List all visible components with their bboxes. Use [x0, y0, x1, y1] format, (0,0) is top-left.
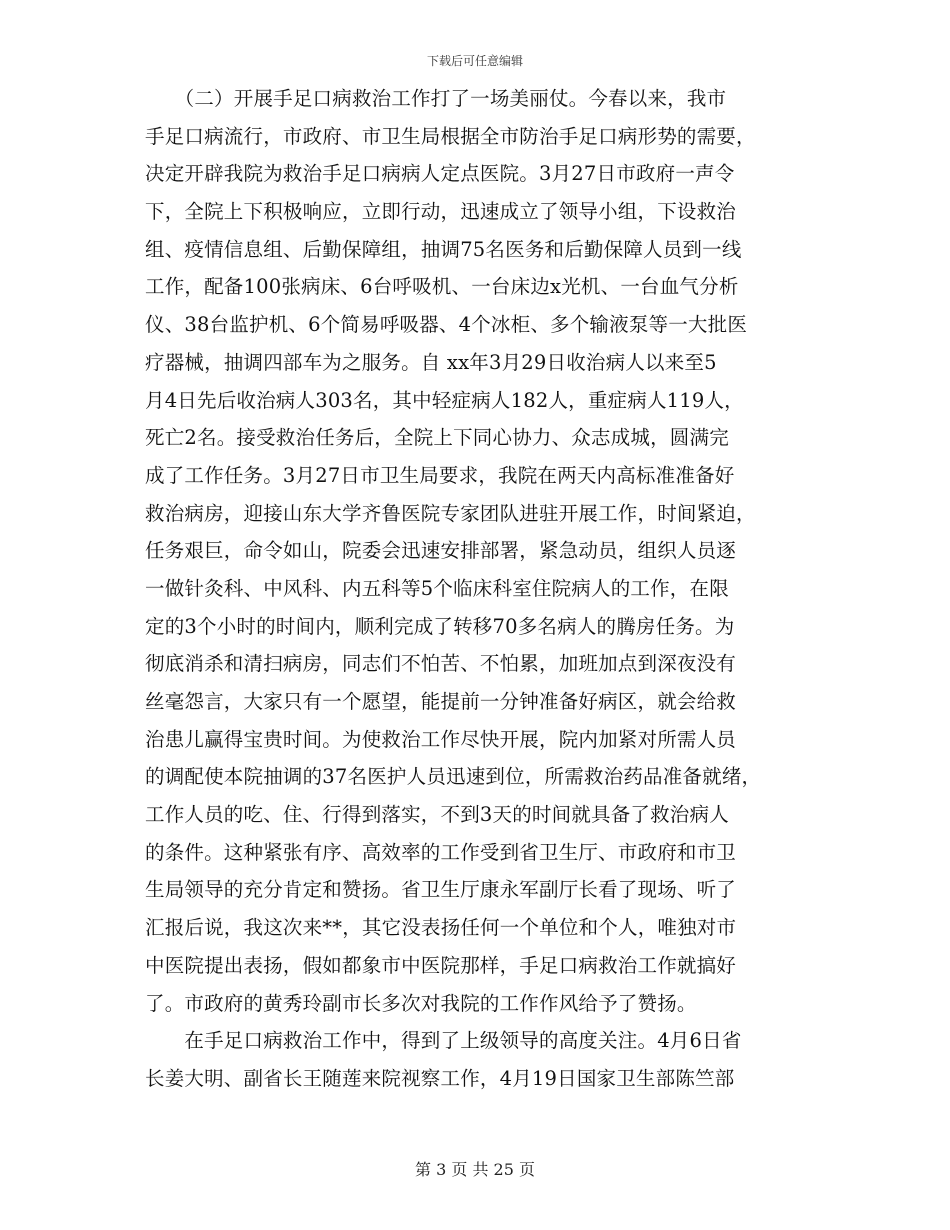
text-line: 一做针灸科、中风科、内五科等5个临床科室住院病人的工作，在限 [145, 576, 729, 600]
text-line: 彻底消杀和清扫病房，同志们不怕苦、不怕累，加班加点到深夜没有 [145, 652, 737, 676]
text-line: （二）开展手足口病救治工作打了一场美丽仗。今春以来，我市 [145, 87, 727, 110]
document-body [145, 80, 810, 1098]
text-line: 决定开辟我院为救治手足口病病人定点医院。3月27日市政府一声令 [145, 162, 735, 186]
text-line: 疗器械，抽调四部车为之服务。自 xx年3月29日收治病人以来至5 [145, 350, 717, 374]
text-line: 丝毫怨言，大家只有一个愿望，能提前一分钟准备好病区，就会给救 [145, 690, 737, 713]
page-header: 下载后可任意编辑 [426, 54, 523, 68]
page-footer: 第 3 页 共 25 页 [415, 1160, 535, 1179]
text-line: 生局领导的充分肯定和赞扬。省卫生厅康永军副厅长看了现场、听了 [145, 878, 737, 902]
text-line: 的调配使本院抽调的37名医护人员迅速到位，所需救治药品准备就绪， [145, 765, 762, 789]
text-line: 死亡2名。接受救治任务后，全院上下同心协力、众志成城，圆满完 [145, 426, 729, 450]
text-line: 定的3个小时的时间内，顺利完成了转移70多名病人的腾房任务。为 [145, 614, 735, 638]
text-line: 在手足口病救治工作中，得到了上级领导的高度关注。4月6日省 [145, 1029, 742, 1053]
text-line: 仪、38台监护机、6个简易呼吸器、4个冰柜、多个输液泵等一大批医 [145, 313, 748, 337]
text-line: 中医院提出表扬，假如都象市中医院那样，手足口病救治工作就搞好 [145, 953, 737, 977]
text-line: 的条件。这种紧张有序、高效率的工作受到省卫生厅、市政府和市卫 [145, 840, 737, 864]
text-line: 工作，配备100张病床、6台呼吸机、一台床边x光机、一台血气分析 [145, 275, 739, 299]
text-line: 任务艰巨，命令如山，院委会迅速安排部署，紧急动员，组织人员逐 [145, 539, 737, 563]
text-line: 月4日先后收治病人303名，其中轻症病人182人，重症病人119人， [145, 388, 744, 412]
text-line: 长姜大明、副省长王随莲来院视察工作，4月19日国家卫生部陈竺部 [145, 1066, 735, 1090]
text-line: 下，全院上下积极响应，立即行动，迅速成立了领导小组，下设救治 [145, 200, 737, 224]
text-line: 汇报后说，我这次来**，其它没表扬任何一个单位和个人，唯独对市 [145, 916, 737, 940]
text-line: 手足口病流行，市政府、市卫生局根据全市防治手足口病形势的需要， [145, 124, 756, 148]
text-line: 组、疫情信息组、后勤保障组，抽调75名医务和后勤保障人员到一线 [145, 237, 742, 261]
text-line: 救治病房，迎接山东大学齐鲁医院专家团队进驻开展工作，时间紧迫， [145, 501, 756, 525]
text-line: 治患儿赢得宝贵时间。为使救治工作尽快开展，院内加紧对所需人员 [145, 727, 737, 751]
text-line: 工作人员的吃、住、行得到落实，不到3天的时间就具备了救治病人 [145, 803, 729, 827]
text-line: 成了工作任务。3月27日市卫生局要求，我院在两天内高标准准备好 [145, 463, 735, 487]
text-line: 了。市政府的黄秀玲副市长多次对我院的工作作风给予了赞扬。 [145, 991, 697, 1015]
